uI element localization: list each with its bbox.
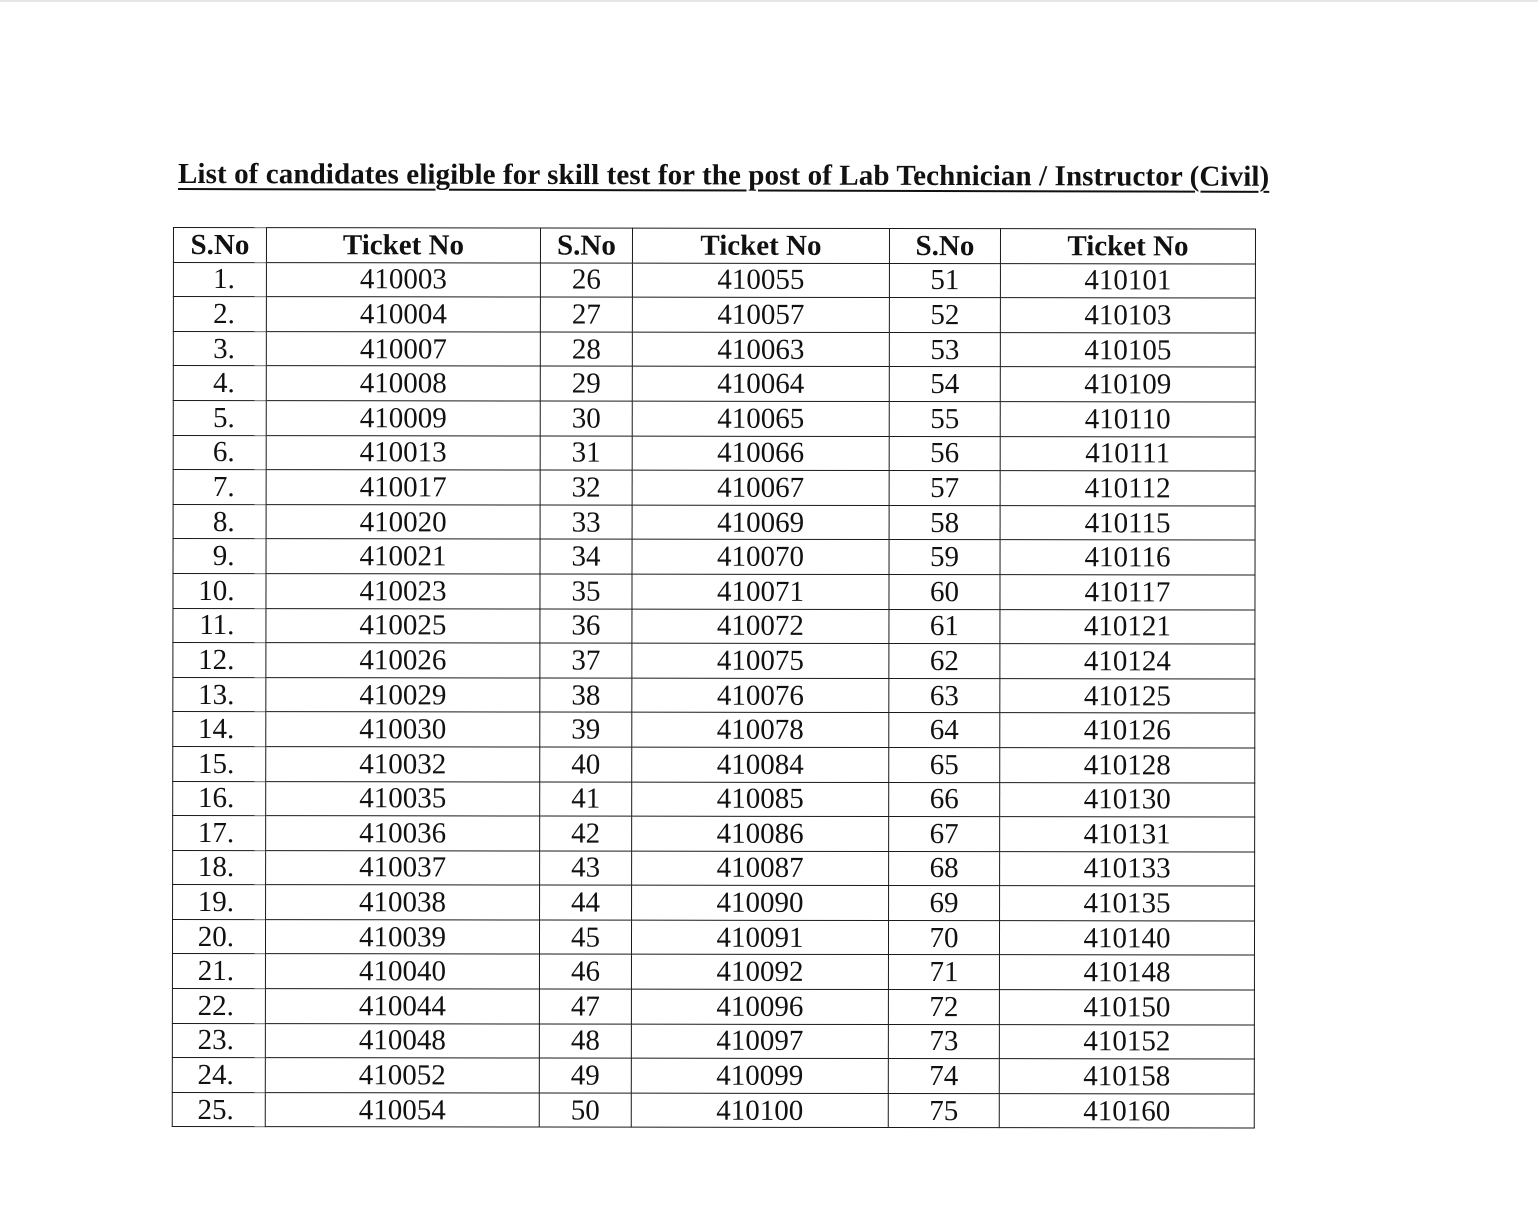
sno-cell: 55 — [889, 401, 1000, 436]
table-row — [173, 573, 1255, 609]
ticket-no-cell: 410025 — [266, 608, 540, 643]
ticket-no-cell: 410158 — [999, 1059, 1254, 1094]
ticket-no-cell: 410126 — [1000, 713, 1255, 748]
ticket-no-cell: 410096 — [631, 989, 888, 1024]
table-row — [173, 366, 1255, 402]
sno-cell: 45 — [539, 920, 631, 955]
ticket-no-cell: 410044 — [265, 989, 539, 1024]
header-ticket-no: Ticket No — [266, 228, 540, 263]
sno-cell: 30 — [540, 401, 632, 436]
ticket-no-cell: 410116 — [1000, 540, 1255, 575]
sno-cell: 7. — [173, 470, 266, 505]
ticket-no-cell: 410066 — [632, 436, 889, 471]
sno-cell: 66 — [889, 782, 1000, 817]
ticket-no-cell: 410048 — [265, 1023, 539, 1058]
ticket-no-cell: 410035 — [266, 781, 540, 816]
sno-cell: 21. — [172, 954, 265, 989]
table-row — [173, 816, 1255, 852]
ticket-no-cell: 410013 — [266, 435, 540, 470]
header-sno: S.No — [173, 228, 266, 263]
sno-cell: 9. — [173, 539, 266, 574]
table-row — [172, 1092, 1254, 1128]
sno-cell: 11. — [173, 608, 266, 643]
sno-cell: 70 — [888, 920, 999, 955]
sno-cell: 43 — [540, 851, 632, 886]
table-row — [173, 746, 1255, 782]
ticket-no-cell: 410057 — [632, 297, 889, 332]
table-row — [173, 297, 1255, 333]
header-sno: S.No — [889, 229, 1000, 264]
ticket-no-cell: 410131 — [1000, 817, 1255, 852]
ticket-no-cell: 410004 — [266, 297, 540, 332]
document-title: List of candidates eligible for skill test for the post of Lab Technician / Instructor (Civil) — [177, 158, 1270, 193]
ticket-no-cell: 410111 — [1000, 436, 1255, 471]
ticket-no-cell: 410109 — [1000, 367, 1255, 402]
sno-cell: 56 — [889, 436, 1000, 471]
sno-cell: 14. — [173, 712, 266, 747]
sno-cell: 22. — [172, 989, 265, 1024]
page-top-edge — [0, 0, 1538, 2]
sno-cell: 4. — [173, 366, 266, 401]
ticket-no-cell: 410092 — [631, 955, 888, 990]
sno-cell: 60 — [889, 574, 1000, 609]
sno-cell: 58 — [889, 505, 1000, 540]
sno-cell: 34 — [540, 539, 632, 574]
sno-cell: 47 — [539, 989, 631, 1024]
sno-cell: 73 — [888, 1024, 999, 1059]
ticket-no-cell: 410008 — [266, 366, 540, 401]
ticket-no-cell: 410029 — [266, 677, 540, 712]
ticket-no-cell: 410115 — [1000, 505, 1255, 540]
table-row — [172, 1058, 1254, 1094]
table-row — [173, 262, 1255, 298]
ticket-no-cell: 410071 — [632, 574, 889, 609]
ticket-no-cell: 410075 — [632, 643, 889, 678]
sno-cell: 13. — [173, 677, 266, 712]
sno-cell: 46 — [539, 954, 631, 989]
sno-cell: 65 — [889, 747, 1000, 782]
header-ticket-no: Ticket No — [1000, 229, 1255, 264]
sno-cell: 17. — [173, 816, 266, 851]
ticket-no-cell: 410065 — [632, 401, 889, 436]
sno-cell: 75 — [888, 1093, 999, 1128]
ticket-no-cell: 410110 — [1000, 402, 1255, 437]
header-sno: S.No — [540, 228, 632, 263]
ticket-no-cell: 410128 — [1000, 748, 1255, 783]
ticket-no-cell: 410133 — [1000, 851, 1255, 886]
sno-cell: 3. — [173, 331, 266, 366]
ticket-no-cell: 410032 — [266, 747, 540, 782]
ticket-no-cell: 410090 — [632, 885, 889, 920]
ticket-no-cell: 410130 — [1000, 782, 1255, 817]
sno-cell: 20. — [172, 919, 265, 954]
table-row — [173, 539, 1255, 575]
sno-cell: 53 — [889, 332, 1000, 367]
table-body — [172, 262, 1255, 1128]
sno-cell: 41 — [540, 782, 632, 817]
ticket-no-cell: 410105 — [1000, 332, 1255, 367]
table-row — [172, 919, 1254, 955]
sno-cell: 6. — [173, 435, 266, 470]
sno-cell: 8. — [173, 504, 266, 539]
sno-cell: 63 — [889, 678, 1000, 713]
sno-cell: 16. — [173, 781, 266, 816]
table-row — [173, 400, 1255, 436]
ticket-no-cell: 410087 — [632, 851, 889, 886]
ticket-no-cell: 410101 — [1000, 263, 1255, 298]
sno-cell: 61 — [889, 609, 1000, 644]
ticket-no-cell: 410076 — [632, 678, 889, 713]
sno-cell: 1. — [173, 262, 266, 297]
sno-cell: 59 — [889, 540, 1000, 575]
sno-cell: 57 — [889, 471, 1000, 506]
ticket-no-cell: 410117 — [1000, 575, 1255, 610]
ticket-no-cell: 410069 — [632, 505, 889, 540]
ticket-no-cell: 410023 — [266, 574, 540, 609]
sno-cell: 74 — [888, 1059, 999, 1094]
ticket-no-cell: 410103 — [1000, 298, 1255, 333]
sno-cell: 40 — [540, 747, 632, 782]
sno-cell: 48 — [539, 1024, 631, 1059]
sno-cell: 19. — [173, 885, 266, 920]
ticket-no-cell: 410020 — [266, 504, 540, 539]
sno-cell: 38 — [540, 678, 632, 713]
sno-cell: 31 — [540, 436, 632, 471]
table-row — [173, 885, 1255, 921]
ticket-no-cell: 410007 — [266, 331, 540, 366]
ticket-no-cell: 410026 — [266, 643, 540, 678]
ticket-no-cell: 410017 — [266, 470, 540, 505]
sno-cell: 28 — [540, 332, 632, 367]
table-header-row — [173, 228, 1255, 264]
ticket-no-cell: 410091 — [631, 920, 888, 955]
ticket-no-cell: 410052 — [265, 1058, 539, 1093]
sno-cell: 27 — [540, 297, 632, 332]
ticket-no-cell: 410086 — [632, 816, 889, 851]
ticket-no-cell: 410099 — [631, 1058, 888, 1093]
ticket-no-cell: 410055 — [632, 263, 889, 298]
ticket-no-cell: 410100 — [631, 1093, 888, 1128]
sno-cell: 37 — [540, 643, 632, 678]
table-row — [173, 435, 1255, 471]
sno-cell: 52 — [889, 298, 1000, 333]
ticket-no-cell: 410039 — [265, 920, 539, 955]
ticket-no-cell: 410038 — [266, 885, 540, 920]
ticket-no-cell: 410084 — [632, 747, 889, 782]
ticket-no-cell: 410160 — [999, 1093, 1254, 1128]
ticket-no-cell: 410085 — [632, 782, 889, 817]
sno-cell: 67 — [889, 817, 1000, 852]
ticket-no-cell: 410009 — [266, 401, 540, 436]
ticket-no-cell: 410036 — [266, 816, 540, 851]
sno-cell: 68 — [889, 851, 1000, 886]
sno-cell: 44 — [540, 885, 632, 920]
sno-cell: 2. — [173, 297, 266, 332]
ticket-no-cell: 410067 — [632, 470, 889, 505]
sno-cell: 24. — [172, 1058, 265, 1093]
ticket-no-cell: 410148 — [999, 955, 1254, 990]
ticket-no-cell: 410063 — [632, 332, 889, 367]
sno-cell: 71 — [888, 955, 999, 990]
ticket-no-cell: 410040 — [265, 954, 539, 989]
sno-cell: 32 — [540, 470, 632, 505]
sno-cell: 72 — [888, 990, 999, 1025]
ticket-no-cell: 410078 — [632, 712, 889, 747]
table-row — [173, 643, 1255, 679]
table-row — [173, 470, 1255, 506]
ticket-no-cell: 410152 — [999, 1024, 1254, 1059]
ticket-no-cell: 410070 — [632, 539, 889, 574]
sno-cell: 39 — [540, 712, 632, 747]
sno-cell: 26 — [540, 263, 632, 298]
ticket-no-cell: 410125 — [1000, 678, 1255, 713]
sno-cell: 64 — [889, 713, 1000, 748]
ticket-no-cell: 410150 — [999, 990, 1254, 1025]
sno-cell: 15. — [173, 746, 266, 781]
ticket-no-cell: 410072 — [632, 609, 889, 644]
sno-cell: 42 — [540, 816, 632, 851]
ticket-no-cell: 410140 — [999, 921, 1254, 956]
ticket-no-cell: 410121 — [1000, 609, 1255, 644]
ticket-no-cell: 410037 — [266, 850, 540, 885]
ticket-no-cell: 410021 — [266, 539, 540, 574]
ticket-no-cell: 410030 — [266, 712, 540, 747]
sno-cell: 12. — [173, 643, 266, 678]
ticket-no-cell: 410054 — [265, 1092, 539, 1127]
sno-cell: 18. — [173, 850, 266, 885]
header-ticket-no: Ticket No — [632, 228, 889, 263]
sno-cell: 25. — [172, 1092, 265, 1127]
ticket-no-cell: 410112 — [1000, 471, 1255, 506]
ticket-no-cell: 410003 — [266, 262, 540, 297]
table-row — [173, 781, 1255, 817]
table-row — [173, 504, 1255, 540]
table-row — [172, 989, 1254, 1025]
table-row — [173, 712, 1255, 748]
sno-cell: 69 — [889, 886, 1000, 921]
table-row — [173, 608, 1255, 644]
sno-cell: 10. — [173, 573, 266, 608]
sno-cell: 54 — [889, 367, 1000, 402]
table-row — [173, 331, 1255, 367]
sno-cell: 35 — [540, 574, 632, 609]
sno-cell: 33 — [540, 505, 632, 540]
sno-cell: 29 — [540, 366, 632, 401]
candidates-table — [172, 227, 1256, 1129]
sno-cell: 50 — [539, 1093, 631, 1128]
ticket-no-cell: 410124 — [1000, 644, 1255, 679]
table-row — [172, 1023, 1254, 1059]
sno-cell: 23. — [172, 1023, 265, 1058]
table-row — [173, 677, 1255, 713]
sno-cell: 36 — [540, 609, 632, 644]
ticket-no-cell: 410064 — [632, 367, 889, 402]
sno-cell: 5. — [173, 400, 266, 435]
table-row — [172, 954, 1254, 990]
sno-cell: 51 — [889, 263, 1000, 298]
sno-cell: 62 — [889, 644, 1000, 679]
table-row — [173, 850, 1255, 886]
sno-cell: 49 — [539, 1058, 631, 1093]
ticket-no-cell: 410097 — [631, 1024, 888, 1059]
ticket-no-cell: 410135 — [1000, 886, 1255, 921]
